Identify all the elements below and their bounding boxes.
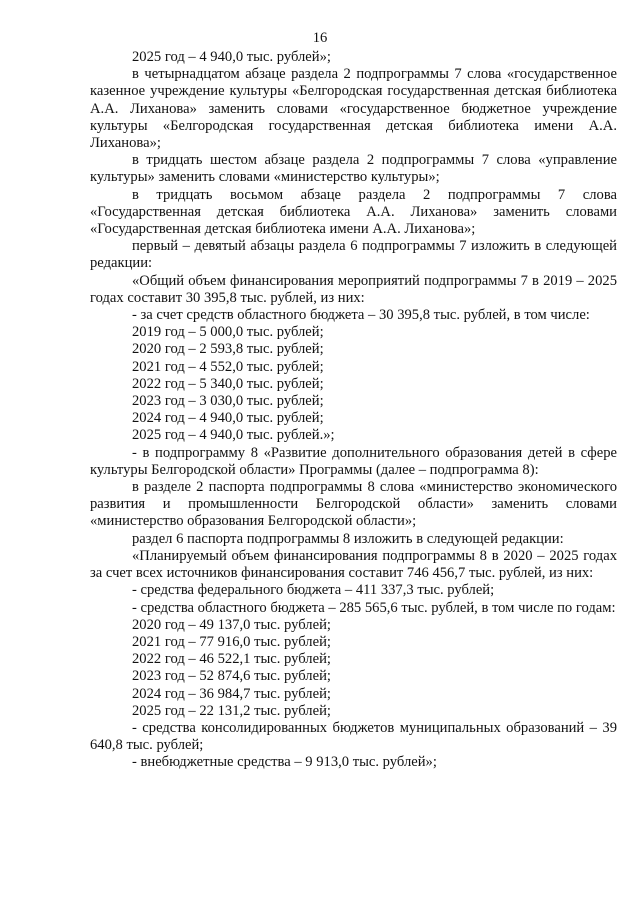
paragraph-3: в тридцать шестом абзаце раздела 2 подпрограммы 7 слова «управление культуры» заменить словами «министерство культуры»; bbox=[90, 152, 617, 186]
paragraph-16: в разделе 2 паспорта подпрограммы 8 слова «министерство экономического развития и промышленности Белгородской области» заменить словами «министерство образования Белгородской области»; bbox=[90, 479, 617, 530]
paragraph-2: в четырнадцатом абзаце раздела 2 подпрограммы 7 слова «государственное казенное учреждение культуры «Белгородская государственная детская библиотека А.А. Лиханова» заменить словами «государственное бюджетное учреждение культуры «Белгородская государственная детская библиотека имени А.А. Лиханова»; bbox=[90, 66, 617, 152]
paragraph-23: 2022 год – 46 522,1 тыс. рублей; bbox=[132, 651, 331, 668]
paragraph-27: - средства консолидированных бюджетов муниципальных образований – 39 640,8 тыс. рублей; bbox=[90, 719, 617, 754]
paragraph-15: - в подпрограмму 8 «Развитие дополнительного образования детей в сфере культуры Белгородской области» Программы (далее – подпрограмма 8): bbox=[90, 444, 617, 478]
paragraph-5: первый – девятый абзацы раздела 6 подпрограммы 7 изложить в следующей редакции: bbox=[90, 238, 617, 272]
paragraph-21: 2020 год – 49 137,0 тыс. рублей; bbox=[132, 616, 331, 633]
document-body bbox=[90, 49, 617, 772]
paragraph-20: - средства областного бюджета – 285 565,6 тыс. рублей, в том числе по годам: bbox=[132, 599, 616, 616]
paragraph-1: 2025 год – 4 940,0 тыс. рублей»; bbox=[132, 49, 331, 65]
paragraph-22: 2021 год – 77 916,0 тыс. рублей; bbox=[132, 633, 331, 650]
paragraph-8: 2019 год – 5 000,0 тыс. рублей; bbox=[132, 324, 324, 341]
paragraph-11: 2022 год – 5 340,0 тыс. рублей; bbox=[132, 375, 324, 392]
paragraph-10: 2021 год – 4 552,0 тыс. рублей; bbox=[132, 358, 324, 375]
paragraph-26: 2025 год – 22 131,2 тыс. рублей; bbox=[132, 702, 331, 719]
paragraph-28: - внебюджетные средства – 9 913,0 тыс. рублей»; bbox=[132, 754, 437, 771]
paragraph-9: 2020 год – 2 593,8 тыс. рублей; bbox=[132, 341, 324, 358]
paragraph-19: - средства федерального бюджета – 411 337,3 тыс. рублей; bbox=[132, 582, 495, 599]
paragraph-12: 2023 год – 3 030,0 тыс. рублей; bbox=[132, 393, 324, 410]
paragraph-13: 2024 год – 4 940,0 тыс. рублей; bbox=[132, 410, 324, 427]
paragraph-6: «Общий объем финансирования мероприятий подпрограммы 7 в 2019 – 2025 годах составит 30 395,8 тыс. рублей, из них: bbox=[90, 272, 617, 306]
paragraph-17: раздел 6 паспорта подпрограммы 8 изложить в следующей редакции: bbox=[132, 530, 564, 547]
paragraph-24: 2023 год – 52 874,6 тыс. рублей; bbox=[132, 668, 331, 685]
paragraph-25: 2024 год – 36 984,7 тыс. рублей; bbox=[132, 685, 331, 702]
paragraph-7: - за счет средств областного бюджета – 30 395,8 тыс. рублей, в том числе: bbox=[132, 307, 590, 324]
paragraph-18: «Планируемый объем финансирования подпрограммы 8 в 2020 – 2025 годах за счет всех источников финансирования составит 746 456,7 тыс. рублей, из них: bbox=[90, 547, 617, 582]
paragraph-14: 2025 год – 4 940,0 тыс. рублей.»; bbox=[132, 427, 335, 444]
page-number: 16 bbox=[312, 30, 328, 46]
paragraph-4: в тридцать восьмом абзаце раздела 2 подпрограммы 7 слова «Государственная детская библиотека А.А. Лиханова» заменить словами «Государственная детская библиотека имени А.А. Лиханова»; bbox=[90, 186, 617, 238]
